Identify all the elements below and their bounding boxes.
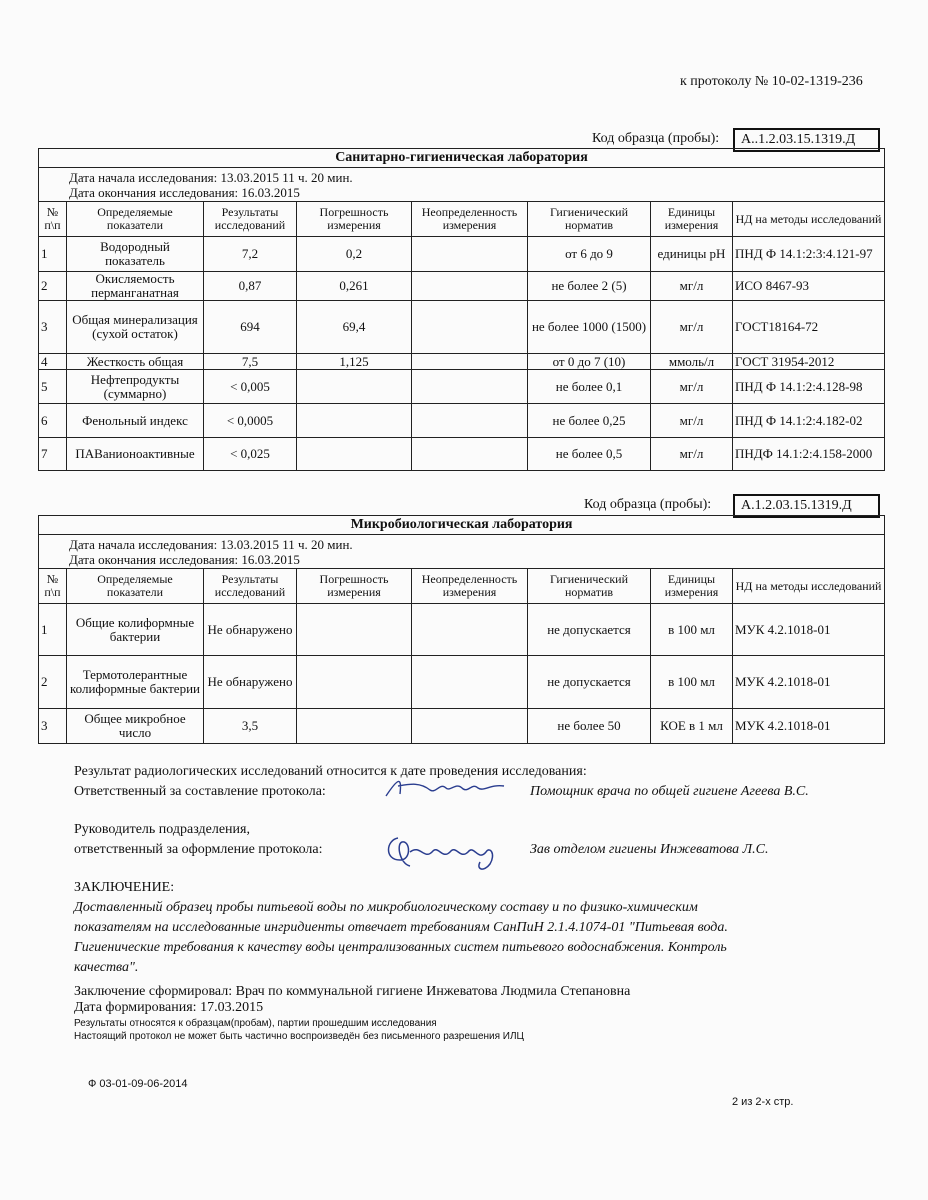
cell-norm: не более 0,1 — [528, 370, 651, 404]
col-header: Единицы измерения — [651, 569, 733, 604]
cell-n: 3 — [39, 709, 67, 744]
cell-unit: мг/л — [651, 370, 733, 404]
form-code: Ф 03-01-09-06-2014 — [88, 1078, 188, 1090]
cell-error — [297, 656, 412, 709]
table-row — [39, 656, 885, 709]
cell-n: 5 — [39, 370, 67, 404]
table-header-row — [39, 202, 885, 237]
cell-method: ГОСТ 31954-2012 — [733, 354, 885, 370]
note-reproduction: Настоящий протокол не может быть частично воспроизведён без письменного разрешения ИЛЦ — [74, 1031, 524, 1042]
conclusion-line-1: Доставленный образец пробы питьевой воды по микробиологическому составу и по физико-химическим — [74, 900, 698, 915]
cell-unit: мг/л — [651, 404, 733, 438]
col-header: Гигиенический норматив — [528, 202, 651, 237]
col-header: Единицы измерения — [651, 202, 733, 237]
conclusion-line-3: Гигиенические требования к качеству воды централизованных систем питьевого водоснабжения. Контроль — [74, 940, 727, 955]
cell-n: 4 — [39, 354, 67, 370]
page-number: 2 из 2-х стр. — [732, 1096, 794, 1108]
micro-lab-table — [38, 515, 885, 744]
signature-1 — [380, 774, 510, 802]
cell-method: ПНД Ф 14.1:2:4.128-98 — [733, 370, 885, 404]
head-line-2: ответственный за оформление протокола: — [74, 842, 323, 857]
conclusion-line-2: показателям на исследованные ингридиенты отвечает требованиям СанПиН 2.1.4.1074-01 "Питьевая вода. — [74, 920, 728, 935]
col-header: Результаты исследований — [204, 569, 297, 604]
formed-by: Заключение сформировал: Врач по коммунальной гигиене Инжеватова Людмила Степановна — [74, 984, 631, 999]
cell-n: 6 — [39, 404, 67, 438]
sanitary-lab-table — [38, 148, 885, 471]
cell-norm: не более 1000 (1500) — [528, 301, 651, 354]
table-row — [39, 237, 885, 272]
cell-n: 2 — [39, 272, 67, 301]
col-header: № п\п — [39, 202, 67, 237]
table-header-row — [39, 569, 885, 604]
table-row — [39, 301, 885, 354]
cell-method: МУК 4.2.1018-01 — [733, 604, 885, 656]
cell-uncert — [412, 237, 528, 272]
cell-uncert — [412, 272, 528, 301]
cell-error: 0,2 — [297, 237, 412, 272]
cell-unit: мг/л — [651, 438, 733, 471]
cell-error — [297, 370, 412, 404]
col-header: Гигиенический норматив — [528, 569, 651, 604]
date-start: Дата начала исследования: 13.03.2015 11 ч. 20 мин. — [69, 536, 353, 552]
cell-norm: не допускается — [528, 656, 651, 709]
cell-uncert — [412, 709, 528, 744]
col-header: № п\п — [39, 569, 67, 604]
sample-code-value: А..1.2.03.15.1319.Д — [733, 128, 880, 152]
cell-uncert — [412, 354, 528, 370]
cell-error — [297, 438, 412, 471]
table-row — [39, 370, 885, 404]
sample-code-value: А.1.2.03.15.1319.Д — [733, 494, 880, 518]
table-row — [39, 709, 885, 744]
date-start: Дата начала исследования: 13.03.2015 11 ч. 20 мин. — [69, 169, 353, 185]
formed-date: Дата формирования: 17.03.2015 — [74, 1000, 264, 1015]
cell-unit: КОЕ в 1 мл — [651, 709, 733, 744]
cell-name: Водородный показатель — [67, 237, 204, 272]
cell-result: < 0,025 — [204, 438, 297, 471]
cell-unit: в 100 мл — [651, 604, 733, 656]
cell-uncert — [412, 370, 528, 404]
cell-name: Термотолерантные колиформные бактерии — [67, 656, 204, 709]
cell-error — [297, 604, 412, 656]
protocol-reference: к протоколу № 10-02-1319-236 — [680, 74, 863, 89]
table-row — [39, 438, 885, 471]
col-header: Результаты исследований — [204, 202, 297, 237]
cell-error: 0,261 — [297, 272, 412, 301]
date-end: Дата окончания исследования: 16.03.2015 — [69, 184, 300, 200]
cell-name: Общие колиформные бактерии — [67, 604, 204, 656]
cell-n: 3 — [39, 301, 67, 354]
cell-result: 3,5 — [204, 709, 297, 744]
cell-method: ПНД Ф 14.1:2:4.182-02 — [733, 404, 885, 438]
conclusion-line-4: качества". — [74, 960, 139, 975]
cell-n: 2 — [39, 656, 67, 709]
responsible-compose-name: Помощник врача по общей гигиене Агеева В.С. — [530, 784, 809, 799]
cell-uncert — [412, 301, 528, 354]
table-row — [39, 404, 885, 438]
cell-norm: не более 50 — [528, 709, 651, 744]
table-row — [39, 354, 885, 370]
cell-unit: единицы рН — [651, 237, 733, 272]
sample-code-label: Код образца (пробы): — [584, 497, 712, 512]
cell-norm: от 6 до 9 — [528, 237, 651, 272]
cell-result: 0,87 — [204, 272, 297, 301]
cell-result: 694 — [204, 301, 297, 354]
radiology-note: Результат радиологических исследований относится к дате проведения исследования: — [74, 764, 587, 779]
cell-unit: мг/л — [651, 272, 733, 301]
cell-norm: от 0 до 7 (10) — [528, 354, 651, 370]
cell-result: 7,5 — [204, 354, 297, 370]
cell-uncert — [412, 604, 528, 656]
cell-norm: не более 0,25 — [528, 404, 651, 438]
cell-name: Нефтепродукты (суммарно) — [67, 370, 204, 404]
table-title: Санитарно-гигиеническая лаборатория — [39, 149, 885, 168]
col-header: Неопределенность измерения — [412, 569, 528, 604]
cell-uncert — [412, 404, 528, 438]
col-header: НД на методы исследований — [733, 569, 885, 604]
cell-result: Не обнаружено — [204, 656, 297, 709]
cell-name: Окисляемость перманганатная — [67, 272, 204, 301]
cell-unit: мг/л — [651, 301, 733, 354]
cell-method: МУК 4.2.1018-01 — [733, 656, 885, 709]
cell-error — [297, 404, 412, 438]
cell-uncert — [412, 438, 528, 471]
cell-method: ПНДФ 14.1:2:4.158-2000 — [733, 438, 885, 471]
cell-name: Общее микробное число — [67, 709, 204, 744]
sample-code-label: Код образца (пробы): — [592, 131, 720, 146]
col-header: Определяемые показатели — [67, 202, 204, 237]
research-dates — [39, 535, 885, 569]
col-header: Неопределенность измерения — [412, 202, 528, 237]
col-header: Погрешность измерения — [297, 202, 412, 237]
cell-name: Жесткость общая — [67, 354, 204, 370]
cell-n: 1 — [39, 604, 67, 656]
cell-name: Фенольный индекс — [67, 404, 204, 438]
col-header: Погрешность измерения — [297, 569, 412, 604]
cell-norm: не более 0,5 — [528, 438, 651, 471]
signature-2 — [380, 830, 510, 872]
cell-result: < 0,005 — [204, 370, 297, 404]
responsible-compose-label: Ответственный за составление протокола: — [74, 784, 326, 799]
head-name: Зав отделом гигиены Инжеватова Л.С. — [530, 842, 769, 857]
head-line-1: Руководитель подразделения, — [74, 822, 250, 837]
cell-norm: не более 2 (5) — [528, 272, 651, 301]
cell-result: Не обнаружено — [204, 604, 297, 656]
cell-error — [297, 709, 412, 744]
table-row — [39, 604, 885, 656]
cell-error: 1,125 — [297, 354, 412, 370]
cell-unit: ммоль/л — [651, 354, 733, 370]
date-end: Дата окончания исследования: 16.03.2015 — [69, 551, 300, 567]
cell-unit: в 100 мл — [651, 656, 733, 709]
cell-name: Общая минерализация (сухой остаток) — [67, 301, 204, 354]
cell-method: МУК 4.2.1018-01 — [733, 709, 885, 744]
cell-error: 69,4 — [297, 301, 412, 354]
cell-method: ГОСТ18164-72 — [733, 301, 885, 354]
cell-norm: не допускается — [528, 604, 651, 656]
cell-n: 1 — [39, 237, 67, 272]
cell-n: 7 — [39, 438, 67, 471]
conclusion-title: ЗАКЛЮЧЕНИЕ: — [74, 880, 175, 895]
cell-uncert — [412, 656, 528, 709]
table-row — [39, 272, 885, 301]
cell-result: < 0,0005 — [204, 404, 297, 438]
research-dates — [39, 168, 885, 202]
cell-method: ПНД Ф 14.1:2:3:4.121-97 — [733, 237, 885, 272]
col-header: НД на методы исследований — [733, 202, 885, 237]
cell-name: ПАВанионоактивные — [67, 438, 204, 471]
cell-result: 7,2 — [204, 237, 297, 272]
note-results: Результаты относятся к образцам(пробам), партии прошедшим исследования — [74, 1018, 437, 1029]
cell-method: ИСО 8467-93 — [733, 272, 885, 301]
table-title: Микробиологическая лаборатория — [39, 516, 885, 535]
col-header: Определяемые показатели — [67, 569, 204, 604]
